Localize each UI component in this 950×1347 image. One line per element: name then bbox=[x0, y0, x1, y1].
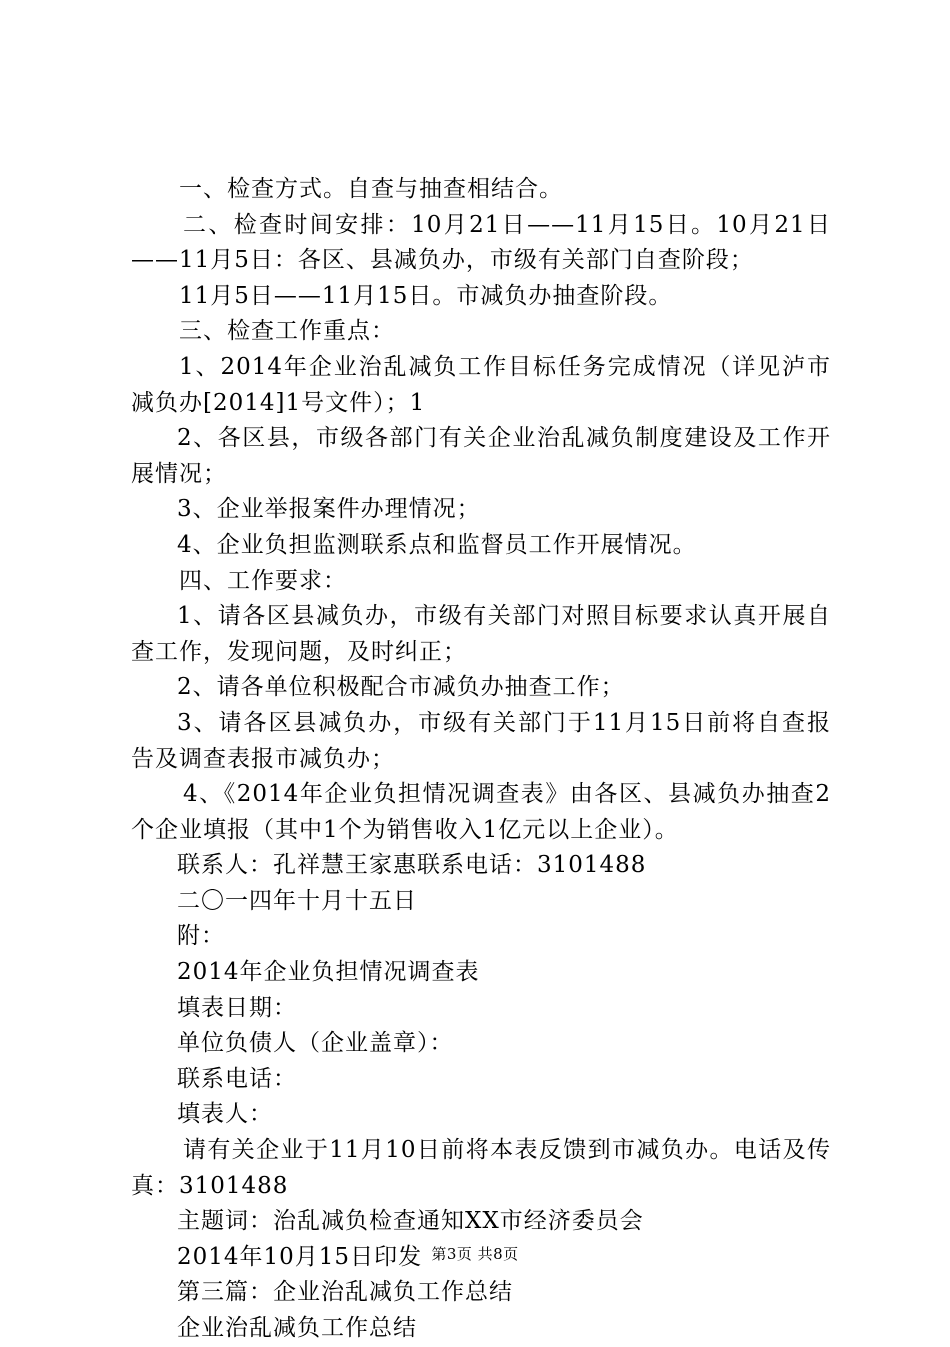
focus-item-3: 3、企业举报案件办理情况； bbox=[177, 496, 481, 523]
chapter-heading: 第三篇：企业治乱减负工作总结 bbox=[177, 1279, 513, 1306]
focus-item-4: 4、企业负担监测联系点和监督员工作开展情况。 bbox=[177, 531, 697, 558]
attachment-title: 2014年企业负担情况调查表 bbox=[177, 959, 480, 986]
form-contact-phone: 联系电话： bbox=[177, 1065, 297, 1092]
contact-line: 联系人：孔祥慧王家惠联系电话：3101488 bbox=[177, 852, 647, 879]
section-inspection-method: 一、检查方式。自查与抽查相结合。 bbox=[179, 176, 563, 202]
document-body bbox=[131, 172, 831, 1347]
section-inspection-schedule: 二、检查时间安排：10月21日——11月15日。10月21日——11月5日：各区、县减负办，市级有关部门自查阶段； bbox=[131, 211, 831, 274]
requirement-item-3: 3、请各区县减负办，市级有关部门于11月15日前将自查报告及调查表报市减负办； bbox=[131, 709, 831, 772]
page-footer: 第3页 共8页 bbox=[431, 1245, 519, 1263]
focus-item-1: 1、2014年企业治乱减负工作目标任务完成情况（详见泸市减负办[2014]1号文件）；1 bbox=[131, 353, 831, 416]
focus-item-2: 2、各区县，市级各部门有关企业治乱减负制度建设及工作开展情况； bbox=[131, 425, 831, 487]
subject-terms: 主题词：治乱减负检查通知XX市经济委员会 bbox=[177, 1208, 644, 1235]
schedule-spot-check-phase: 11月5日——11月15日。市减负办抽查阶段。 bbox=[179, 282, 673, 309]
requirement-item-4: 4、《2014年企业负担情况调查表》由各区、县减负办抽查2个企业填报（其中1个为销售收入1亿元以上企业）。 bbox=[131, 781, 831, 843]
print-date: 2014年10月15日印发 bbox=[177, 1243, 423, 1270]
requirement-item-1: 1、请各区县减负办，市级有关部门对照目标要求认真开展自查工作，发现问题，及时纠正； bbox=[131, 603, 831, 665]
form-return-instruction: 请有关企业于11月10日前将本表反馈到市减负办。电话及传真：3101488 bbox=[131, 1137, 831, 1199]
section-work-requirements: 四、工作要求： bbox=[179, 567, 347, 594]
form-filler: 填表人： bbox=[177, 1101, 273, 1128]
section-inspection-focus: 三、检查工作重点： bbox=[179, 318, 395, 345]
issue-date: 二〇一四年十月十五日 bbox=[177, 887, 417, 914]
chapter-title: 企业治乱减负工作总结 bbox=[177, 1315, 417, 1341]
form-fill-date: 填表日期： bbox=[177, 994, 297, 1021]
attachment-label: 附： bbox=[177, 923, 225, 950]
requirement-item-2: 2、请各单位积极配合市减负办抽查工作； bbox=[177, 674, 625, 701]
form-unit-head: 单位负债人（企业盖章）： bbox=[177, 1030, 454, 1057]
